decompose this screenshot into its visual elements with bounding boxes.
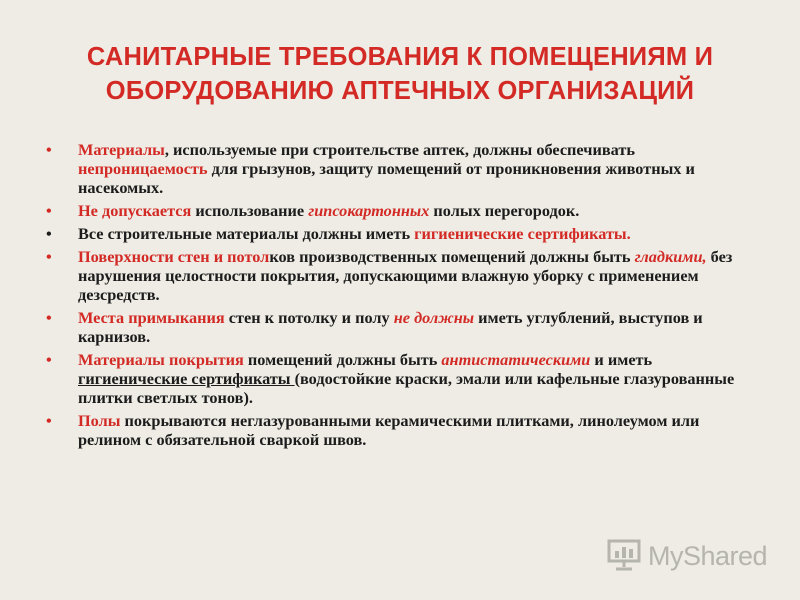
text-span: без нарушения целостности покрытия, допускающими влажную уборку с применением дезсредств. xyxy=(78,247,733,304)
bullet-item-not-allowed xyxy=(44,201,759,220)
bullet-dot: • xyxy=(46,201,52,220)
term-junctions: Места примыкания xyxy=(78,308,225,327)
presentation-board-icon xyxy=(606,536,642,577)
term-materials: Материалы xyxy=(78,140,165,159)
term-antistatic: антистатическими xyxy=(441,350,591,369)
slide-title xyxy=(40,40,760,108)
bullet-item-junctions xyxy=(44,308,759,346)
bullet-dot: • xyxy=(46,350,52,369)
bullet-list xyxy=(44,140,759,453)
text-span: Все строительные материалы должны иметь xyxy=(78,224,415,243)
title-line-1: САНИТАРНЫЕ ТРЕБОВАНИЯ К ПОМЕЩЕНИЯМ И xyxy=(86,43,714,71)
term-must-not: не должны xyxy=(393,308,475,327)
bullet-item-floors xyxy=(44,411,759,449)
term-smooth: гладкими, xyxy=(634,247,707,266)
bullet-item-coating xyxy=(44,350,759,407)
bullet-item-materials xyxy=(44,140,759,197)
term-certificates-underlined: гигиенические сертификаты xyxy=(78,369,295,388)
term-drywall: гипсокартонных xyxy=(308,201,430,220)
term-impermeability: непроницаемость xyxy=(78,159,208,178)
term-surfaces: Поверхности стен и потол xyxy=(78,247,270,266)
term-floors: Полы xyxy=(78,411,121,430)
bullet-dot: • xyxy=(46,224,52,243)
bullet-dot: • xyxy=(46,140,52,159)
term-not-allowed: Не допускается xyxy=(78,201,192,220)
myshared-watermark xyxy=(606,536,776,576)
title-line-2: ОБОРУДОВАНИЮ АПТЕЧНЫХ ОРГАНИЗАЦИЙ xyxy=(105,77,695,105)
watermark-text: MyShared xyxy=(648,540,768,571)
text-span: иметь углублений, выступов и карнизов. xyxy=(78,308,703,346)
bullet-dot: • xyxy=(46,247,52,266)
term-coating-materials: Материалы покрытия xyxy=(78,350,244,369)
text-span: покрываются неглазурованными керамическими плитками, линолеумом или релином с обязательной сваркой швов. xyxy=(78,411,700,449)
text-span: и иметь xyxy=(590,350,653,369)
bullet-dot: • xyxy=(46,308,52,327)
text-span: для грызунов, защиту помещений от проникновения животных и насекомых. xyxy=(78,159,695,197)
bullet-dot: • xyxy=(46,411,52,430)
bullet-item-certificates xyxy=(44,224,759,243)
text-span: полых перегородок. xyxy=(429,201,580,220)
text-span: использование xyxy=(191,201,309,220)
text-span: (водостойкие краски, эмали или кафельные глазурованные плитки светлых тонов). xyxy=(78,369,735,407)
text-span: ков производственных помещений должны быть xyxy=(269,247,635,266)
text-span: , используемые при строительстве аптек, должны обеспечивать xyxy=(164,140,635,159)
text-span: помещений должны быть xyxy=(243,350,442,369)
bullet-item-surfaces xyxy=(44,247,759,304)
text-span: стен к потолку и полу xyxy=(224,308,394,327)
term-hygiene-certificates: гигиенические сертификаты. xyxy=(414,224,631,243)
